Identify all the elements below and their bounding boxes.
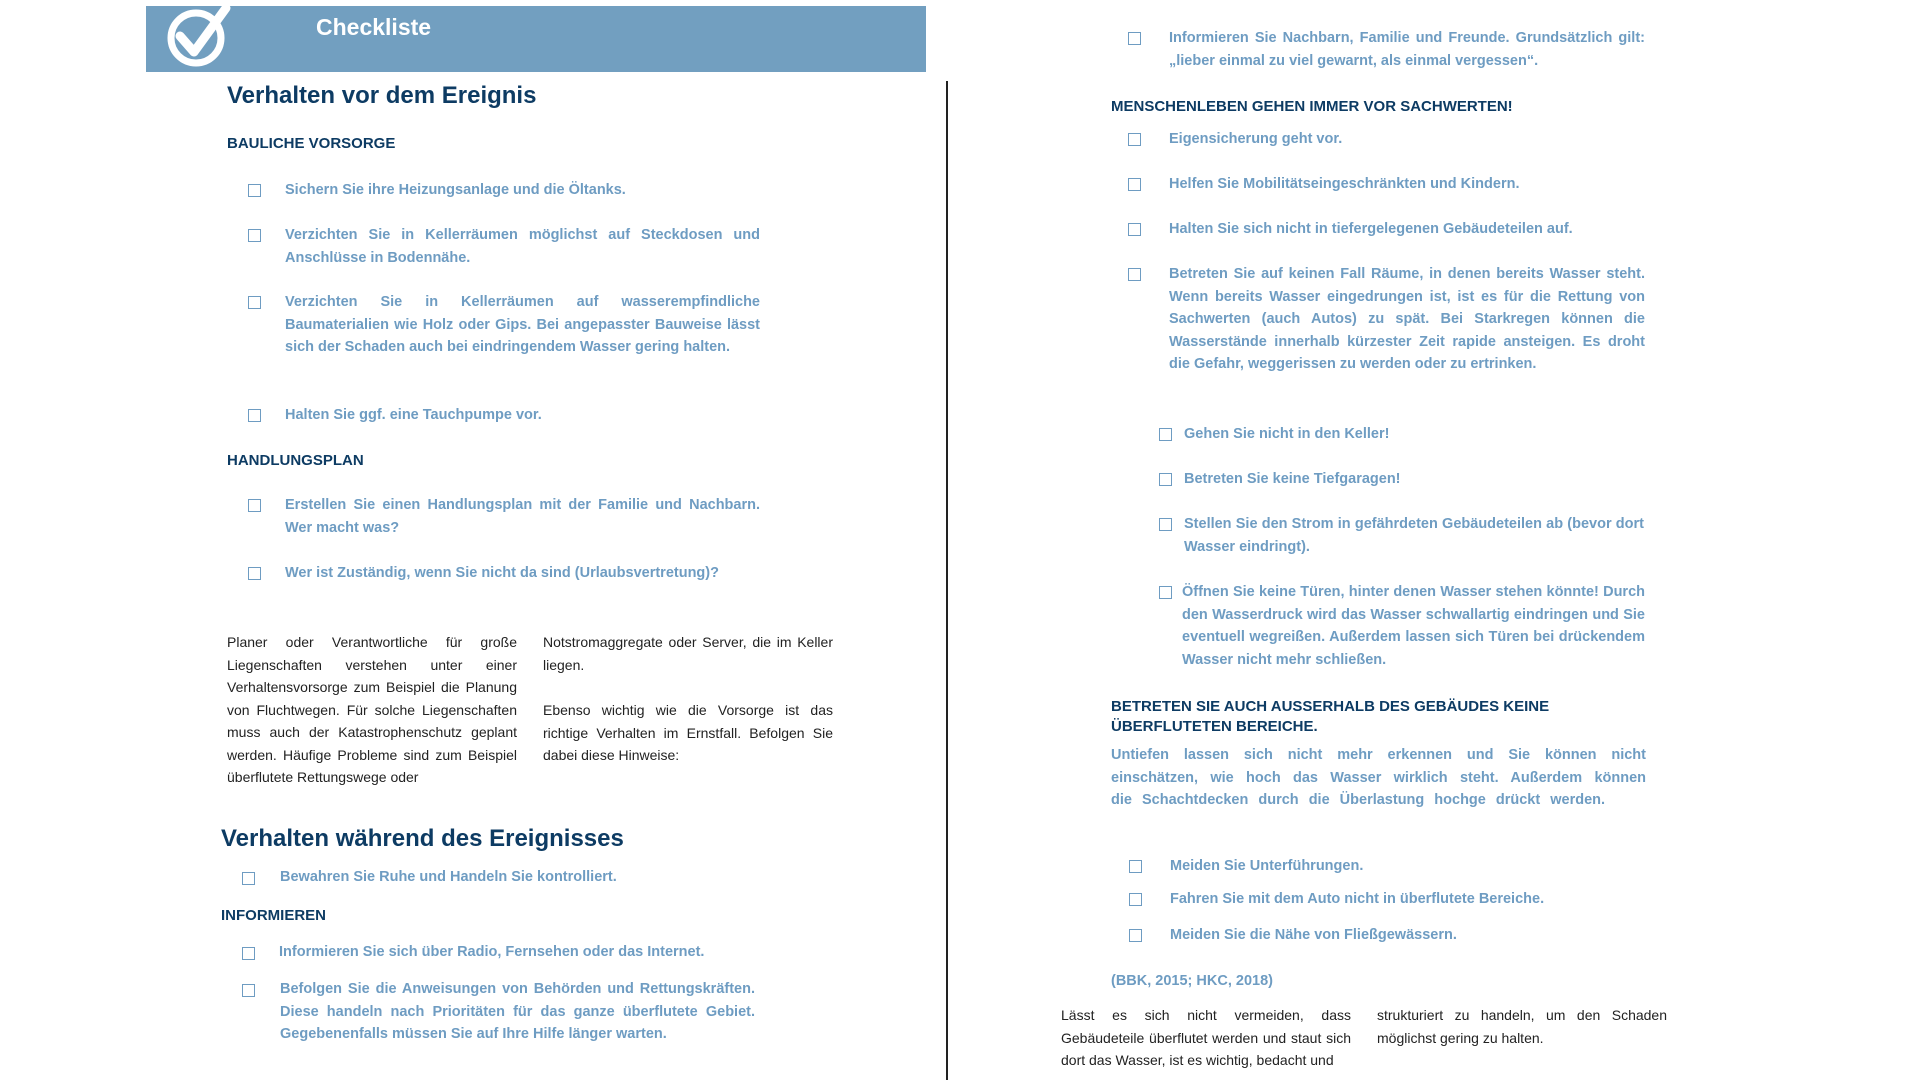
checkbox-icon[interactable]: [242, 947, 255, 960]
section-handlungsplan: HANDLUNGSPLAN: [227, 452, 364, 469]
check-circle-icon: [162, 0, 236, 72]
section-menschenleben: MENSCHENLEBEN GEHEN IMMER VOR SACHWERTEN!: [1111, 98, 1513, 115]
list-item: Verzichten Sie in Kellerräumen möglichst auf Steckdosen und Anschlüsse in Bodennähe.: [285, 227, 760, 266]
checkbox-icon[interactable]: [1128, 133, 1141, 146]
checkbox-icon[interactable]: [1129, 893, 1142, 906]
checkbox-icon[interactable]: [248, 184, 261, 197]
list-item: Halten Sie sich nicht in tiefergelegenen Gebäudeteilen auf.: [1169, 221, 1573, 237]
checkbox-icon[interactable]: [242, 984, 255, 997]
checkbox-icon[interactable]: [242, 872, 255, 885]
checkbox-icon[interactable]: [1159, 586, 1172, 599]
list-item: Befolgen Sie die Anweisungen von Behörden und Rettungskräften. Diese handeln nach Prioritäten für das ganze überflutete Gebiet. Gegebenenfalls müssen Sie auf Ihre Hilfe länger warten.: [280, 981, 755, 1042]
checkbox-icon[interactable]: [1129, 860, 1142, 873]
checkbox-icon[interactable]: [1128, 32, 1141, 45]
heading-during-event: Verhalten während des Ereignisses: [221, 825, 624, 852]
list-item: Informieren Sie Nachbarn, Familie und Freunde. Grundsätzlich gilt: „lieber einmal zu viel gewarnt, als einmal vergessen“.: [1169, 30, 1645, 69]
checkbox-icon[interactable]: [1159, 473, 1172, 486]
sub-list-item: Gehen Sie nicht in den Keller!: [1184, 426, 1390, 442]
checkbox-icon[interactable]: [248, 229, 261, 242]
sub-list-item: Betreten Sie keine Tiefgaragen!: [1184, 471, 1401, 487]
checkbox-icon[interactable]: [1128, 268, 1141, 281]
heading-before-event: Verhalten vor dem Ereignis: [227, 82, 537, 109]
header-banner: [146, 6, 926, 72]
checkbox-icon[interactable]: [248, 409, 261, 422]
body-paragraph: strukturiert zu handeln, um den Schaden möglichst gering zu halten.: [1377, 1007, 1667, 1046]
list-item: Meiden Sie Unterführungen.: [1170, 858, 1364, 874]
section-ausserhalb: BETRETEN SIE AUCH AUSSERHALB DES GEBÄUDES KEINE ÜBERFLUTETEN BEREICHE.: [1111, 698, 1550, 735]
body-paragraph: Ebenso wichtig wie die Vorsorge ist das richtige Verhalten im Ernstfall. Befolgen Sie dabei diese Hinweise:: [543, 702, 833, 763]
checkbox-icon[interactable]: [248, 567, 261, 580]
list-item: Halten Sie ggf. eine Tauchpumpe vor.: [285, 407, 542, 423]
column-divider: [946, 81, 948, 1080]
list-item: Betreten Sie auf keinen Fall Räume, in denen bereits Wasser steht. Wenn bereits Wasser eingedrungen ist, ist es für die Rettung von Sachwerten (auch Autos) zu spät. Bei Starkregen können die Wasserstände innerhalb kürzester Zeit rapide ansteigen. Es droht die Gefahr, weggerissen zu werden oder zu ertrinken.: [1169, 266, 1645, 372]
list-item: Bewahren Sie Ruhe und Handeln Sie kontrolliert.: [280, 869, 617, 885]
list-item: Verzichten Sie in Kellerräumen auf wasserempfindliche Baumaterialien wie Holz oder Gips. Bei angepasster Bauweise lässt sich der Schaden auch bei eindringendem Wasser gering halten.: [285, 294, 760, 355]
checkbox-icon[interactable]: [248, 296, 261, 309]
citation: (BBK, 2015; HKC, 2018): [1111, 973, 1273, 989]
checkbox-icon[interactable]: [1128, 223, 1141, 236]
list-item: Fahren Sie mit dem Auto nicht in überflutete Bereiche.: [1170, 891, 1545, 907]
body-paragraph: Lässt es sich nicht vermeiden, dass Gebäudeteile überflutet werden und staut sich dort das Wasser, ist es wichtig, bedacht und: [1061, 1007, 1351, 1068]
checkbox-icon[interactable]: [1159, 518, 1172, 531]
section-bauliche-vorsorge: BAULICHE VORSORGE: [227, 135, 396, 152]
checkbox-icon[interactable]: [1128, 178, 1141, 191]
checkbox-icon[interactable]: [1129, 929, 1142, 942]
section-informieren: INFORMIEREN: [221, 907, 326, 924]
body-paragraph: Planer oder Verantwortliche für große Liegenschaften verstehen unter einer Verhaltensvorsorge zum Beispiel die Planung von Fluchtwegen. Für solche Liegenschaften muss auch der Katastrophenschutz geplant werden. Häufige Probleme sind zum Beispiel überflutete Rettungswege oder: [227, 634, 517, 785]
list-item: Informieren Sie sich über Radio, Fernsehen oder das Internet.: [279, 944, 705, 960]
list-item: Meiden Sie die Nähe von Fließgewässern.: [1170, 927, 1457, 943]
list-item: Sichern Sie ihre Heizungsanlage und die Öltanks.: [285, 182, 626, 198]
body-paragraph: Notstromaggregate oder Server, die im Keller liegen.: [543, 634, 833, 673]
list-item: Helfen Sie Mobilitätseingeschränkten und Kindern.: [1169, 176, 1520, 192]
body-paragraph: Untiefen lassen sich nicht mehr erkennen und Sie können nicht einschätzen, wie hoch das Wasser wirklich steht. Außerdem können die Schachtdecken durch die Überlastung hochge drückt werden.: [1111, 747, 1646, 808]
sub-list-item: Öffnen Sie keine Türen, hinter denen Wasser stehen könnte! Durch den Wasserdruck wird das Wasser schwallartig eindringen und Sie eventuell wegreißen. Außerdem lassen sich Türen bei drückendem Wasser nicht mehr schließen.: [1182, 584, 1645, 668]
list-item: Eigensicherung geht vor.: [1169, 131, 1343, 147]
list-item: Erstellen Sie einen Handlungsplan mit der Familie und Nachbarn. Wer macht was?: [285, 497, 760, 536]
list-item: Wer ist Zuständig, wenn Sie nicht da sind (Urlaubsvertretung)?: [285, 565, 719, 581]
page-title: Checkliste: [316, 14, 432, 40]
sub-list-item: Stellen Sie den Strom in gefährdeten Gebäudeteilen ab (bevor dort Wasser eindringt).: [1184, 516, 1644, 555]
checkbox-icon[interactable]: [248, 499, 261, 512]
checkbox-icon[interactable]: [1159, 428, 1172, 441]
